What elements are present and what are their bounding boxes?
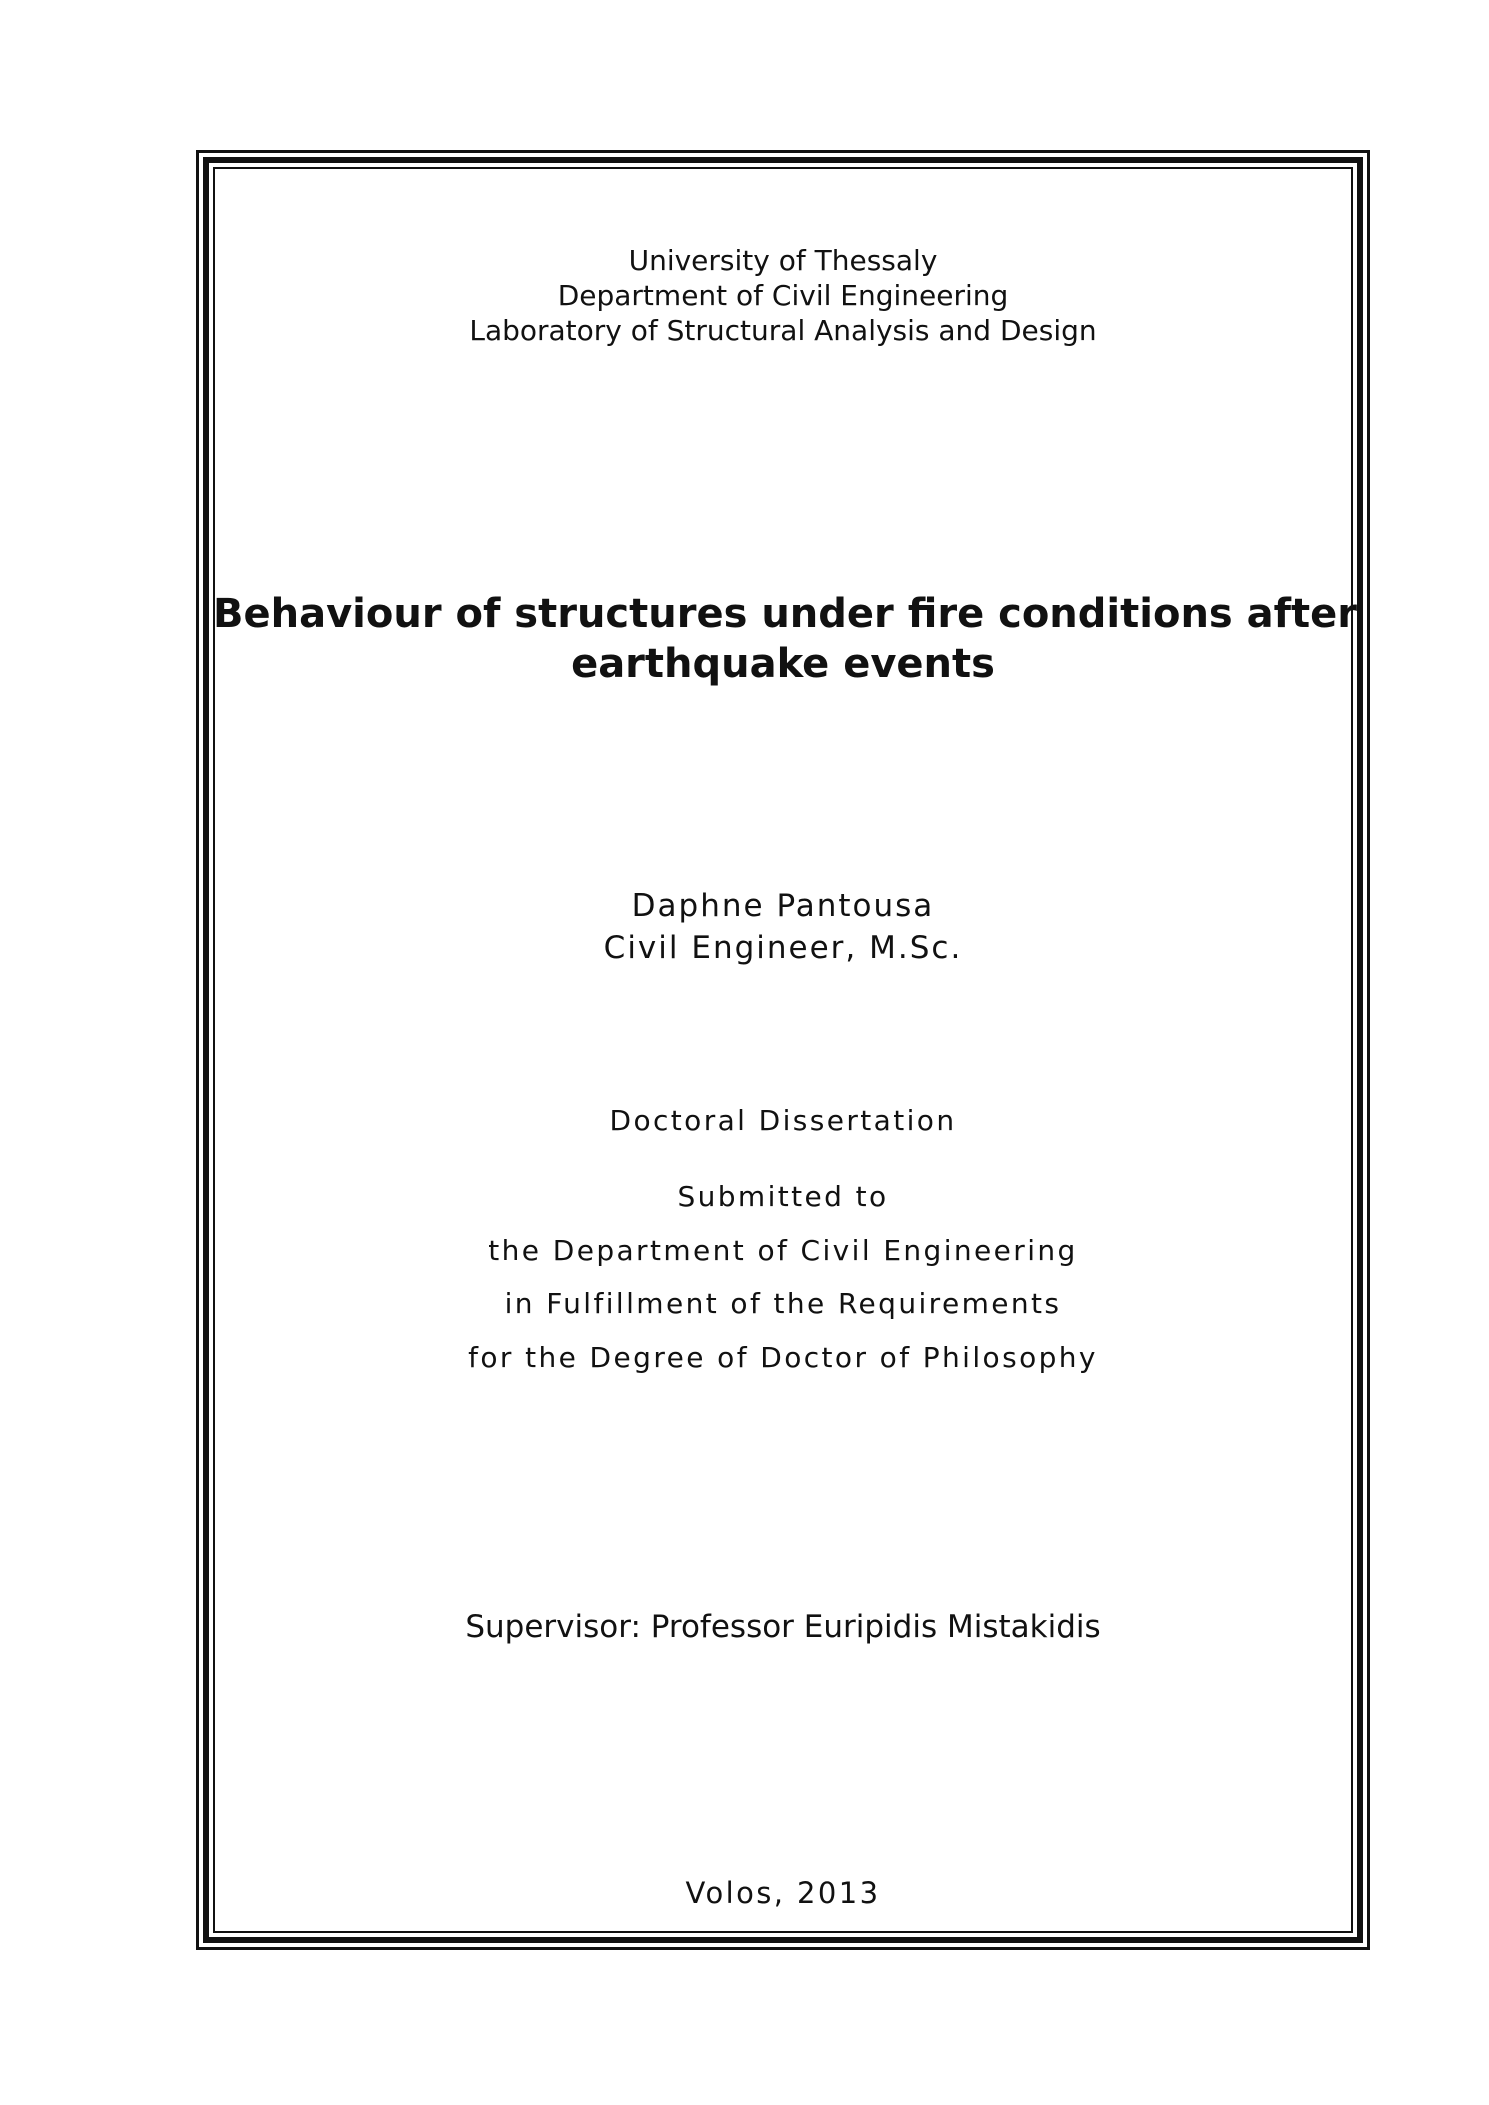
submission-line: Submitted to: [677, 1180, 889, 1213]
thesis-title: [213, 589, 1358, 689]
institution-block: [213, 243, 1353, 348]
place-and-date: Volos, 2013: [685, 1876, 881, 1910]
dissertation-type: Doctoral Dissertation: [609, 1104, 957, 1137]
submission-statement: [213, 1170, 1353, 1384]
submission-line: in Fulfillment of the Requirements: [504, 1287, 1062, 1320]
thesis-title-line-1: Behaviour of structures under fire conditions after: [213, 591, 1358, 637]
laboratory-name: Laboratory of Structural Analysis and Design: [469, 314, 1097, 347]
submission-line: the Department of Civil Engineering: [488, 1233, 1078, 1267]
author-credentials: Civil Engineer, M.Sc.: [603, 930, 963, 966]
university-name: University of Thessaly: [628, 244, 938, 277]
submission-line: for the Degree of Doctor of Philosophy: [468, 1340, 1098, 1374]
author-name: Daphne Pantousa: [631, 888, 935, 924]
supervisor: Supervisor: Professor Euripidis Mistakidis: [465, 1609, 1101, 1645]
page-border-inner: [213, 167, 1358, 1933]
department-name: Department of Civil Engineering: [557, 279, 1009, 312]
thesis-title-line-2: earthquake events: [571, 641, 995, 687]
author-block: [213, 885, 1353, 969]
